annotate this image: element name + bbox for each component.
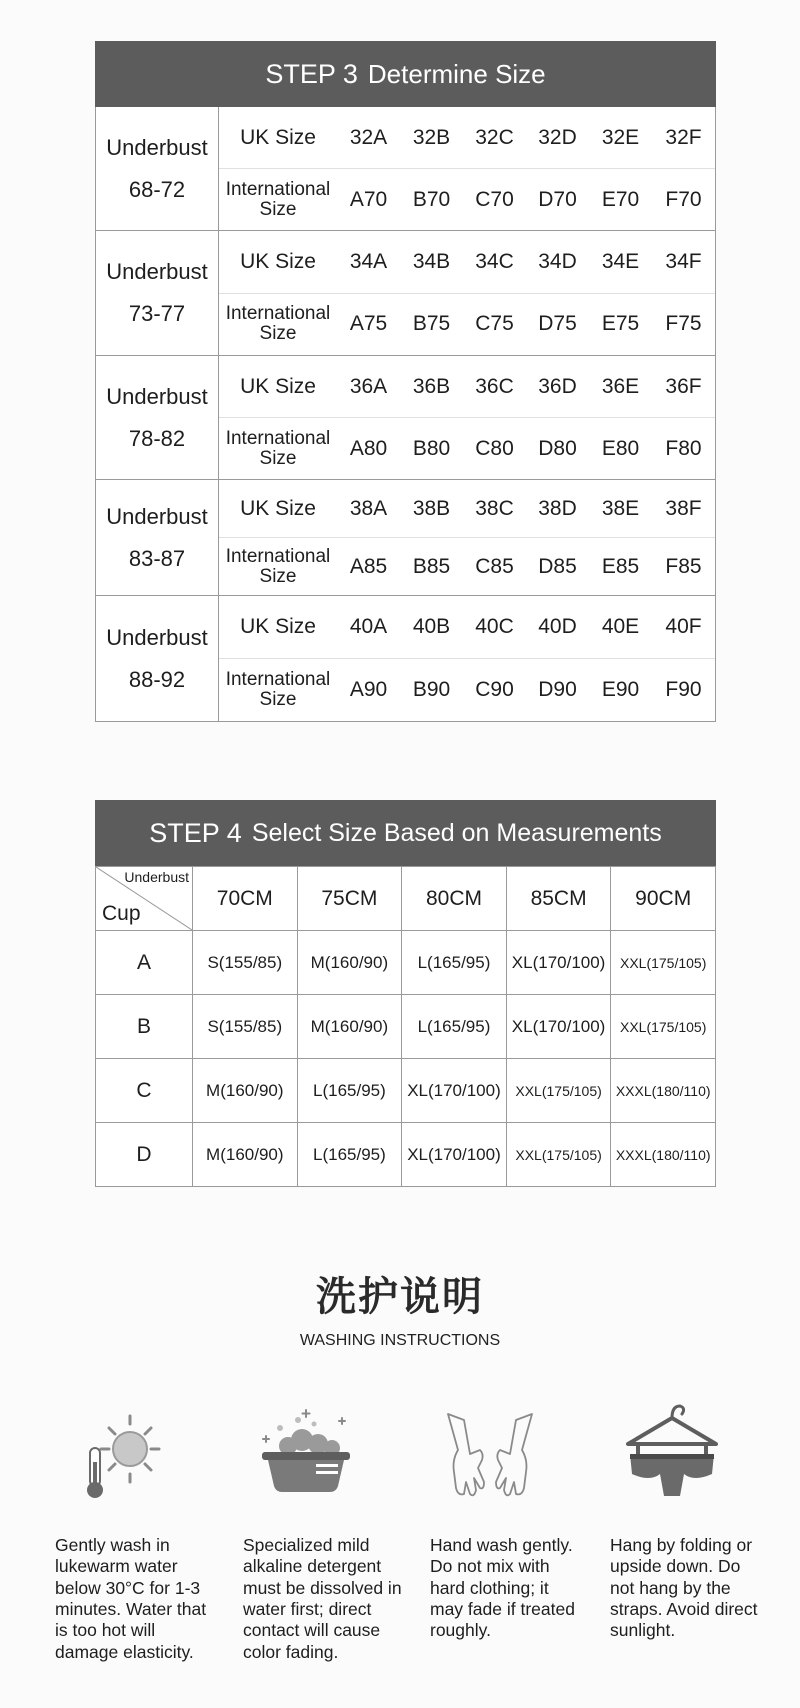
underbust-range: 73-77 <box>128 301 186 326</box>
uk-size-cell: 38C <box>475 496 514 520</box>
size-cell: XXL(175/105) <box>506 1123 611 1187</box>
uk-size-cell: 36D <box>538 374 577 398</box>
size-cell: XXL(175/105) <box>611 931 716 995</box>
corner-cup-label: Cup <box>102 902 141 925</box>
uk-size-cell: 36C <box>475 374 514 398</box>
step3-step-label: STEP 3 <box>265 58 358 89</box>
size-cell: M(160/90) <box>297 995 402 1059</box>
uk-size-cell: 38E <box>601 496 640 520</box>
table-row <box>96 1059 716 1123</box>
size-cell: XL(170/100) <box>506 995 611 1059</box>
intl-size-cell: E90 <box>601 678 640 701</box>
intl-size-cell: A85 <box>349 554 388 578</box>
step4-size-table <box>95 800 716 1187</box>
underbust-label: Underbust <box>106 503 208 529</box>
washing-text-4: Hang by folding or upside down. Do not hang by the straps. Avoid direct sunlight. <box>610 1535 758 1641</box>
intl-size-cell: A70 <box>349 187 388 211</box>
uk-size-cell: 34B <box>412 249 451 273</box>
hand-wash-icon <box>440 1410 540 1505</box>
intl-size-cell: D90 <box>538 678 577 701</box>
cup-cell: B <box>96 995 193 1059</box>
size-rows <box>219 107 715 230</box>
column-header: 70CM <box>193 867 298 931</box>
underbust-range: 68-72 <box>128 176 186 202</box>
table-row <box>96 1123 716 1187</box>
uk-size-cell: 40D <box>538 615 577 638</box>
uk-size-cell: 36F <box>665 374 702 398</box>
column-header: 80CM <box>402 867 507 931</box>
intl-label-line2: Size <box>259 447 297 469</box>
underbust-cell <box>96 356 219 479</box>
intl-size-label <box>219 180 337 220</box>
wash-basin-icon <box>258 1408 358 1498</box>
uk-size-row <box>219 480 715 537</box>
uk-size-cell: 34F <box>665 249 702 273</box>
washing-title-cn: 洗护说明 <box>316 1275 484 1319</box>
size-rows <box>219 356 715 479</box>
step4-step-label: STEP 4 <box>149 817 242 848</box>
uk-size-label: UK Size <box>240 374 316 398</box>
underbust-cell <box>96 107 219 230</box>
uk-size-label: UK Size <box>240 496 316 520</box>
step3-title: Determine Size <box>367 58 546 89</box>
intl-size-cell: E75 <box>601 312 640 336</box>
uk-size-cell: 40F <box>665 615 702 638</box>
uk-size-cell: 38A <box>349 496 388 520</box>
intl-label-line1: International <box>225 545 331 567</box>
step4-table <box>95 866 716 1187</box>
step3-size-table <box>95 41 716 722</box>
step4-title: Select Size Based on Measurements <box>251 818 662 847</box>
uk-size-cell: 32B <box>412 125 451 149</box>
size-cell: XXL(175/105) <box>506 1059 611 1123</box>
uk-size-cell: 32C <box>475 125 514 149</box>
uk-size-cell: 36A <box>349 374 388 398</box>
size-cell: L(165/95) <box>297 1059 402 1123</box>
washing-text-3: Hand wash gently. Do not mix with hard clothing; it may fade if treated roughly. <box>430 1535 575 1641</box>
intl-size-cell: C90 <box>475 678 514 701</box>
underbust-range: 83-87 <box>128 545 186 571</box>
intl-size-label <box>219 429 337 469</box>
size-cell: L(165/95) <box>297 1123 402 1187</box>
uk-size-cell: 40E <box>601 615 640 638</box>
intl-label-line2: Size <box>259 198 297 220</box>
uk-size-label: UK Size <box>240 615 316 638</box>
uk-size-cell: 34D <box>538 249 577 273</box>
intl-size-cell: B75 <box>412 312 451 336</box>
size-cell: XXXL(180/110) <box>611 1059 716 1123</box>
uk-size-cell: 32F <box>665 125 702 149</box>
intl-size-cell: B70 <box>412 187 451 211</box>
intl-size-cell: F70 <box>665 187 702 211</box>
intl-size-cell: A80 <box>349 436 388 460</box>
intl-size-cell: B80 <box>412 436 451 460</box>
intl-size-cell: A75 <box>349 312 388 336</box>
intl-size-cell: D70 <box>538 187 577 211</box>
column-header: 85CM <box>506 867 611 931</box>
uk-size-cell: 34A <box>349 249 388 273</box>
size-cell: S(155/85) <box>193 995 298 1059</box>
intl-size-label <box>219 670 337 710</box>
intl-size-cell: F85 <box>665 554 702 578</box>
uk-size-cell: 40B <box>412 615 451 638</box>
table-row <box>96 995 716 1059</box>
underbust-label: Underbust <box>106 383 208 409</box>
size-block <box>95 107 716 231</box>
intl-label-line2: Size <box>259 689 297 710</box>
step3-header <box>95 41 716 107</box>
cup-cell: A <box>96 931 193 995</box>
uk-size-label: UK Size <box>240 249 316 273</box>
intl-size-row <box>219 293 715 356</box>
size-block <box>95 231 716 356</box>
cup-cell: D <box>96 1123 193 1187</box>
uk-size-cell: 36B <box>412 374 451 398</box>
intl-size-cell: C75 <box>475 312 514 336</box>
uk-size-cell: 32E <box>601 125 640 149</box>
uk-size-cell: 32D <box>538 125 577 149</box>
size-rows <box>219 231 715 355</box>
size-cell: XXXL(180/110) <box>611 1123 716 1187</box>
size-cell: L(165/95) <box>402 931 507 995</box>
intl-label-line1: International <box>225 427 331 449</box>
uk-size-cell: 34E <box>601 249 640 273</box>
size-block <box>95 356 716 480</box>
intl-size-label <box>219 304 337 344</box>
intl-size-row <box>219 658 715 721</box>
underbust-range: 78-82 <box>128 425 186 451</box>
intl-size-cell: C85 <box>475 554 514 578</box>
underbust-range: 88-92 <box>128 666 186 692</box>
thermometer-sun-icon <box>85 1412 165 1502</box>
intl-size-cell: D80 <box>538 436 577 460</box>
underbust-cell <box>96 231 219 355</box>
column-header: 75CM <box>297 867 402 931</box>
intl-size-cell: B90 <box>412 678 451 701</box>
intl-size-row <box>219 168 715 230</box>
size-block <box>95 480 716 596</box>
intl-label-line1: International <box>225 669 331 691</box>
underbust-cell <box>96 596 219 721</box>
intl-size-cell: D75 <box>538 312 577 336</box>
intl-size-cell: F75 <box>665 312 702 336</box>
step3-body <box>95 107 716 722</box>
size-block <box>95 596 716 722</box>
size-cell: M(160/90) <box>193 1123 298 1187</box>
size-cell: S(155/85) <box>193 931 298 995</box>
uk-size-cell: 40C <box>475 615 514 638</box>
table-row <box>96 931 716 995</box>
size-rows <box>219 480 715 595</box>
corner-underbust-label: Underbust <box>124 869 189 885</box>
column-header: 90CM <box>611 867 716 931</box>
uk-size-cell: 40A <box>349 615 388 638</box>
hanger-icon <box>622 1400 722 1505</box>
intl-size-row <box>219 417 715 479</box>
uk-size-label: UK Size <box>240 125 316 149</box>
washing-title-en: WASHING INSTRUCTIONS <box>299 1332 501 1349</box>
intl-size-cell: F90 <box>665 678 702 701</box>
uk-size-cell: 36E <box>601 374 640 398</box>
uk-size-cell: 38D <box>538 496 577 520</box>
intl-size-cell: C70 <box>475 187 514 211</box>
cup-cell: C <box>96 1059 193 1123</box>
intl-size-cell: E85 <box>601 554 640 578</box>
underbust-label: Underbust <box>106 259 208 285</box>
intl-size-cell: E70 <box>601 187 640 211</box>
underbust-label: Underbust <box>106 134 208 160</box>
corner-cell <box>96 867 193 931</box>
washing-text-2: Specialized mild alkaline detergent must be dissolved in water first; direct contact will cause color fading. <box>243 1535 402 1662</box>
size-cell: XL(170/100) <box>402 1123 507 1187</box>
intl-size-row <box>219 537 715 595</box>
uk-size-row <box>219 596 715 658</box>
uk-size-row <box>219 107 715 168</box>
size-cell: L(165/95) <box>402 995 507 1059</box>
uk-size-cell: 38B <box>412 496 451 520</box>
size-cell: M(160/90) <box>297 931 402 995</box>
size-cell: XL(170/100) <box>506 931 611 995</box>
intl-size-label <box>219 547 337 587</box>
step4-header-row <box>96 867 716 931</box>
intl-size-cell: C80 <box>475 436 514 460</box>
size-rows <box>219 596 715 721</box>
uk-size-cell: 34C <box>475 249 514 273</box>
intl-label-line2: Size <box>259 323 297 345</box>
uk-size-cell: 32A <box>349 125 388 149</box>
intl-size-cell: F80 <box>665 436 702 460</box>
intl-size-cell: A90 <box>349 678 388 701</box>
underbust-label: Underbust <box>106 624 208 650</box>
washing-title <box>0 1265 800 1350</box>
uk-size-row <box>219 356 715 417</box>
intl-label-line1: International <box>225 178 331 200</box>
size-cell: XXL(175/105) <box>611 995 716 1059</box>
intl-size-cell: E80 <box>601 436 640 460</box>
step4-header <box>95 800 716 866</box>
uk-size-row <box>219 231 715 293</box>
washing-text-1: Gently wash in lukewarm water below 30°C for 1-3 minutes. Water that is too hot will damage elasticity. <box>55 1535 207 1662</box>
intl-label-line1: International <box>225 303 331 325</box>
size-cell: XL(170/100) <box>402 1059 507 1123</box>
intl-size-cell: D85 <box>538 554 577 578</box>
uk-size-cell: 38F <box>665 496 702 520</box>
intl-label-line2: Size <box>259 565 297 587</box>
intl-size-cell: B85 <box>412 554 451 578</box>
underbust-cell <box>96 480 219 595</box>
size-cell: M(160/90) <box>193 1059 298 1123</box>
